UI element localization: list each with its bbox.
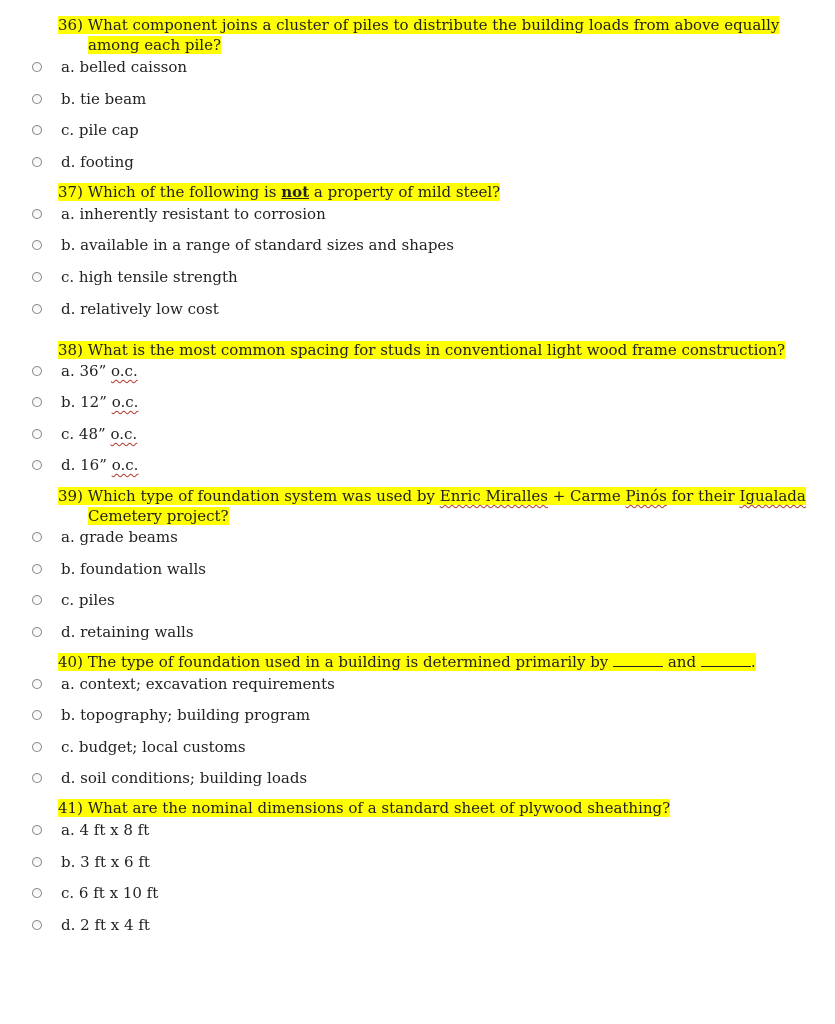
option-40-a[interactable] <box>32 673 335 695</box>
architect-surname: Pinós <box>625 487 667 505</box>
option-unit: o.c. <box>111 456 139 474</box>
question-37 <box>58 182 828 202</box>
option-label: b. available in a range of standard sizes and shapes <box>61 236 454 254</box>
option-label <box>61 455 138 475</box>
question-40 <box>58 652 828 672</box>
radio-button[interactable] <box>32 125 42 135</box>
option-36-c[interactable] <box>32 119 139 141</box>
radio-button[interactable] <box>32 460 42 470</box>
question-36-text <box>58 16 779 54</box>
radio-button[interactable] <box>32 742 42 752</box>
option-label: a. grade beams <box>61 528 178 546</box>
question-prompt-part: and <box>667 653 697 671</box>
option-label: c. budget; local customs <box>61 738 246 756</box>
radio-button[interactable] <box>32 627 42 637</box>
question-number: 41) <box>58 799 83 817</box>
radio-button[interactable] <box>32 397 42 407</box>
option-label <box>61 392 138 412</box>
option-label: d. footing <box>61 153 134 171</box>
option-label: c. piles <box>61 591 115 609</box>
option-39-b[interactable] <box>32 558 206 580</box>
option-41-d[interactable] <box>32 914 150 936</box>
question-37-text <box>58 183 500 201</box>
radio-button[interactable] <box>32 240 42 250</box>
option-41-a[interactable] <box>32 819 149 841</box>
question-number: 36) <box>58 16 83 34</box>
option-36-b[interactable] <box>32 88 146 110</box>
option-label: b. foundation walls <box>61 560 206 578</box>
option-label: b. topography; building program <box>61 706 311 724</box>
question-41-text <box>58 799 670 817</box>
option-value: c. 48” <box>61 425 106 443</box>
question-38-text <box>58 341 785 359</box>
radio-button[interactable] <box>32 304 42 314</box>
option-label: a. context; excavation requirements <box>61 675 335 693</box>
radio-button[interactable] <box>32 825 42 835</box>
radio-button[interactable] <box>32 679 42 689</box>
option-38-c[interactable] <box>32 423 137 445</box>
radio-button[interactable] <box>32 94 42 104</box>
question-emphasis: not <box>281 183 310 201</box>
radio-button[interactable] <box>32 429 42 439</box>
option-label: a. inherently resistant to corrosion <box>61 205 326 223</box>
question-number: 37) <box>58 183 83 201</box>
option-39-d[interactable] <box>32 621 194 643</box>
option-37-c[interactable] <box>32 266 238 288</box>
question-prompt: What component joins a cluster of piles to distribute the building loads from above equally among each pile? <box>87 16 780 54</box>
question-prompt-end: a property of mild steel? <box>313 183 501 201</box>
option-label: a. 4 ft x 8 ft <box>61 821 150 839</box>
option-label: c. 6 ft x 10 ft <box>61 884 159 902</box>
answer-blank <box>613 654 663 667</box>
radio-button[interactable] <box>32 209 42 219</box>
question-prompt: Which of the following is <box>87 183 277 201</box>
option-36-d[interactable] <box>32 151 134 173</box>
option-37-a[interactable] <box>32 203 326 225</box>
question-39 <box>58 486 828 526</box>
question-39-text <box>58 487 806 525</box>
question-prompt: The type of foundation used in a building is determined primarily by <box>87 653 609 671</box>
radio-button[interactable] <box>32 595 42 605</box>
question-prompt-end: Cemetery project? <box>88 507 229 525</box>
option-37-d[interactable] <box>32 298 219 320</box>
radio-button[interactable] <box>32 857 42 867</box>
option-38-a[interactable] <box>32 360 138 382</box>
option-label: d. 2 ft x 4 ft <box>61 916 150 934</box>
option-41-c[interactable] <box>32 882 158 904</box>
option-value: a. 36” <box>61 362 107 380</box>
architect-name: Enric Miralles <box>439 487 548 505</box>
option-36-a[interactable] <box>32 56 187 78</box>
radio-button[interactable] <box>32 564 42 574</box>
radio-button[interactable] <box>32 366 42 376</box>
question-number: 39) <box>58 487 83 505</box>
answer-blank <box>701 654 751 667</box>
option-label: d. soil conditions; building loads <box>61 769 308 787</box>
radio-button[interactable] <box>32 157 42 167</box>
question-36 <box>58 15 828 55</box>
question-38 <box>58 340 828 360</box>
question-number: 40) <box>58 653 83 671</box>
option-39-c[interactable] <box>32 589 115 611</box>
option-unit: o.c. <box>110 425 138 443</box>
option-label: c. high tensile strength <box>61 268 238 286</box>
radio-button[interactable] <box>32 888 42 898</box>
question-number: 38) <box>58 341 83 359</box>
option-label: c. pile cap <box>61 121 139 139</box>
option-38-b[interactable] <box>32 391 138 413</box>
question-prompt-part: + Carme <box>552 487 621 505</box>
question-41 <box>58 798 828 818</box>
option-40-d[interactable] <box>32 767 307 789</box>
option-value: d. 16” <box>61 456 107 474</box>
radio-button[interactable] <box>32 710 42 720</box>
option-40-b[interactable] <box>32 704 310 726</box>
radio-button[interactable] <box>32 62 42 72</box>
option-37-b[interactable] <box>32 234 454 256</box>
project-name: Igualada <box>739 487 806 505</box>
option-unit: o.c. <box>111 362 138 380</box>
option-label: a. belled caisson <box>61 58 188 76</box>
option-41-b[interactable] <box>32 851 150 873</box>
question-prompt-part: for their <box>671 487 735 505</box>
option-38-d[interactable] <box>32 454 138 476</box>
option-label <box>61 361 138 381</box>
radio-button[interactable] <box>32 773 42 783</box>
radio-button[interactable] <box>32 272 42 282</box>
radio-button[interactable] <box>32 532 42 542</box>
option-label <box>61 424 137 444</box>
question-prompt-end: . <box>750 653 756 671</box>
question-prompt: What is the most common spacing for studs in conventional light wood frame construction? <box>87 341 786 359</box>
option-label: d. relatively low cost <box>61 300 219 318</box>
option-label: b. tie beam <box>61 90 147 108</box>
option-unit: o.c. <box>111 393 139 411</box>
option-label: d. retaining walls <box>61 623 194 641</box>
radio-button[interactable] <box>32 920 42 930</box>
option-label: b. 3 ft x 6 ft <box>61 853 150 871</box>
question-prompt: Which type of foundation system was used by <box>87 487 435 505</box>
option-value: b. 12” <box>61 393 107 411</box>
option-40-c[interactable] <box>32 736 246 758</box>
option-39-a[interactable] <box>32 526 178 548</box>
question-40-text <box>58 653 756 671</box>
question-prompt: What are the nominal dimensions of a standard sheet of plywood sheathing? <box>87 799 671 817</box>
